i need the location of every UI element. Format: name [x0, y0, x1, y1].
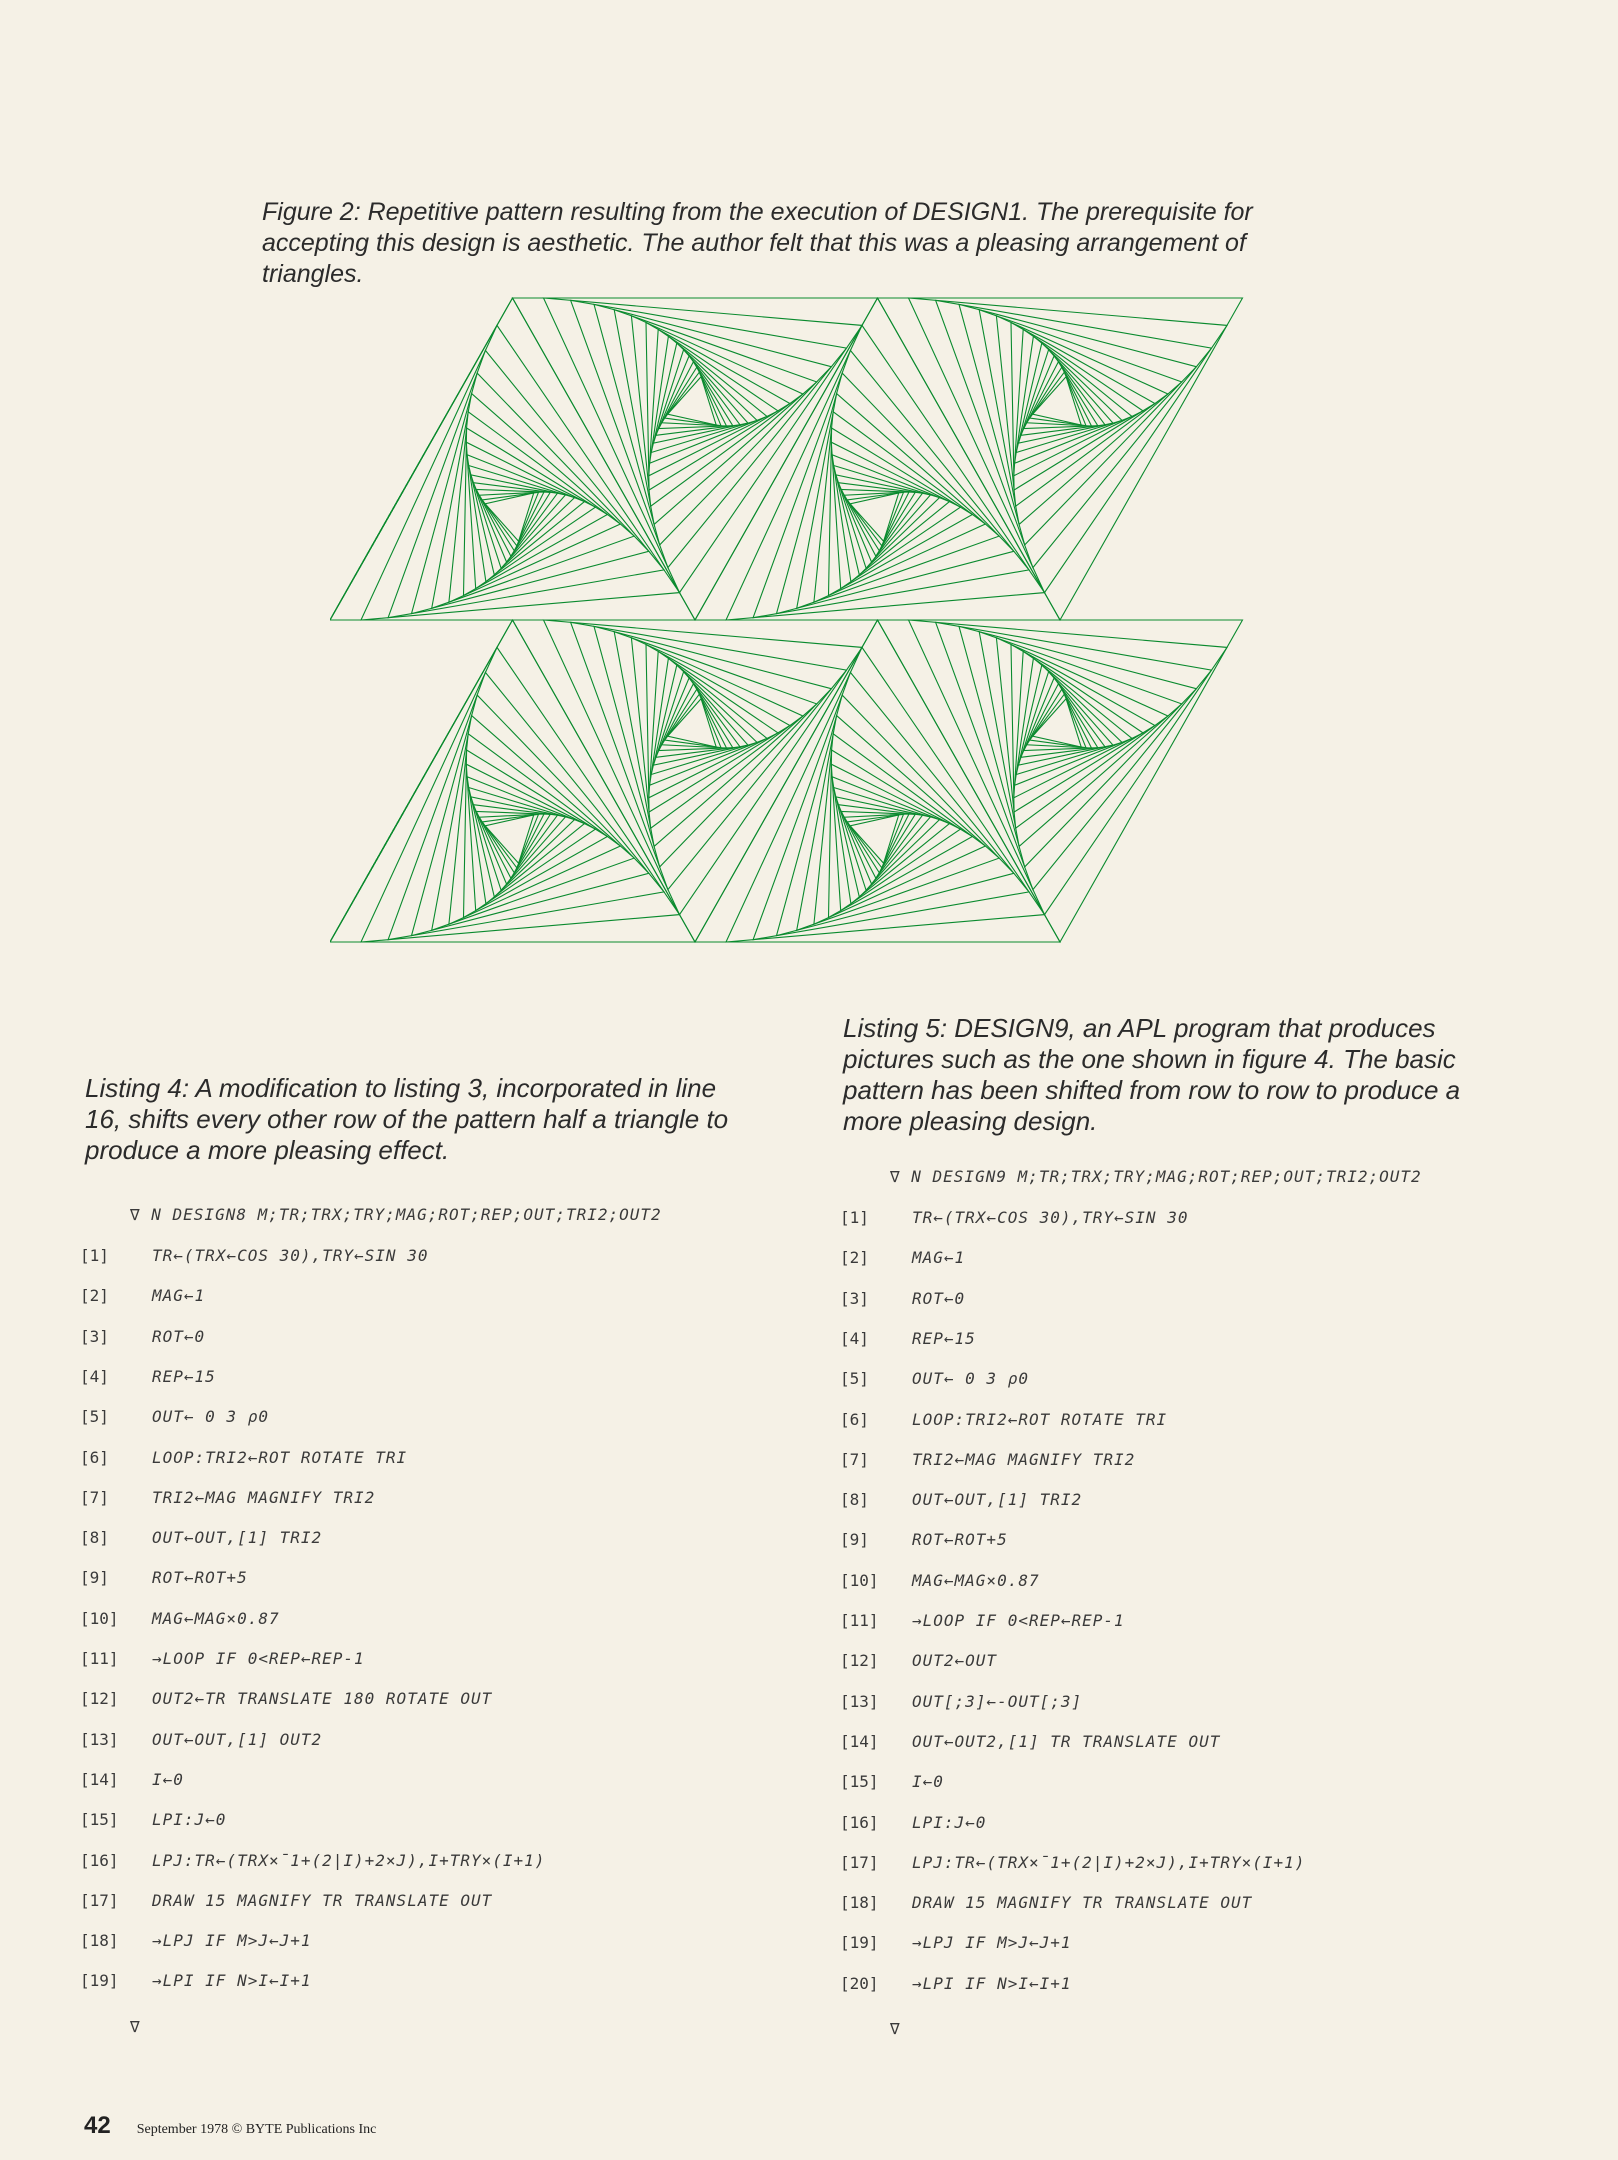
- pattern-triangle: [878, 298, 1243, 620]
- code-text: OUT←OUT,[1] TRI2: [912, 1490, 1083, 1510]
- code-line: [80, 1970, 780, 1992]
- line-number: [18]: [80, 1931, 119, 1951]
- line-number: [19]: [840, 1933, 879, 1953]
- line-number: [9]: [80, 1568, 109, 1588]
- code-text: OUT← 0 3 ρ0: [912, 1369, 1029, 1389]
- pattern-triangle: [695, 620, 1060, 942]
- code-text: I←0: [912, 1772, 944, 1792]
- code-text: ROT←0: [912, 1288, 966, 1308]
- code-line: [80, 1447, 780, 1469]
- code-text: DRAW 15 MAGNIFY TR TRANSLATE OUT: [152, 1890, 493, 1910]
- line-number: [1]: [840, 1208, 869, 1227]
- line-number: [3]: [80, 1326, 109, 1346]
- pattern-triangle: [850, 815, 899, 863]
- code-line: [840, 1529, 1540, 1551]
- code-line: [80, 1890, 780, 1912]
- line-number: [1]: [80, 1246, 109, 1265]
- code-text: TR←(TRX←COS 30),TRY←SIN 30: [152, 1246, 429, 1265]
- pattern-triangle: [1016, 343, 1122, 452]
- pattern-triangle: [1016, 665, 1122, 774]
- code-text: TRI2←MAG MAGNIFY TRI2: [152, 1487, 376, 1507]
- code-text: LOOP:TRI2←ROT ROTATE TRI: [912, 1409, 1168, 1429]
- code-text: →LOOP IF 0<REP←REP-1: [912, 1611, 1125, 1630]
- end-del-symbol: ∇: [130, 2016, 140, 2036]
- pattern-triangle: [375, 815, 402, 863]
- pattern-triangle: [668, 377, 717, 425]
- pattern-triangle: [878, 620, 1243, 942]
- code-line: [840, 1973, 1540, 1995]
- code-text: OUT2←TR TRANSLATE 180 ROTATE OUT: [152, 1689, 493, 1709]
- code-line: [840, 1570, 1540, 1592]
- code-line: [840, 1650, 1540, 1672]
- pattern-triangle: [432, 716, 635, 931]
- figure-caption: Figure 2: Repetitive pattern resulting from the execution of DESIGN1. The prerequisite for accepting this design is aesthetic. The author felt that this was a pleasing arrangement of triangles.: [262, 198, 1253, 288]
- pattern-triangle: [1014, 329, 1143, 475]
- code-text: REP←15: [912, 1328, 976, 1348]
- code-line: [80, 1567, 780, 1589]
- code-line: [80, 1930, 780, 1952]
- code-line: [80, 1729, 780, 1751]
- line-number: [2]: [840, 1248, 869, 1268]
- end-del-symbol: ∇: [890, 2019, 900, 2038]
- line-number: [15]: [80, 1810, 119, 1830]
- line-number: [6]: [80, 1447, 109, 1467]
- code-text: LPJ:TR←(TRX×¯1+(2|I)+2×J),I+TRY×(I+1): [912, 1852, 1306, 1872]
- pattern-triangle: [375, 493, 402, 541]
- code-text: →LPI IF N>I←I+1: [912, 1973, 1072, 1993]
- code-text: →LPJ IF M>J←J+1: [912, 1933, 1072, 1953]
- pattern-triangle: [388, 350, 664, 617]
- code-line: [840, 1409, 1540, 1431]
- line-number: [16]: [80, 1850, 119, 1870]
- pattern-triangle: [469, 466, 575, 575]
- code-line: [80, 1688, 780, 1710]
- line-number: [17]: [840, 1852, 879, 1872]
- code-text: MAG←MAG×0.87: [912, 1570, 1040, 1590]
- code-line: [840, 1368, 1540, 1390]
- code-line: [840, 1247, 1540, 1269]
- pattern-triangle: [649, 329, 778, 475]
- code-line: [840, 1852, 1540, 1874]
- pattern-triangle: [831, 764, 960, 910]
- code-line: [840, 1812, 1540, 1834]
- code-text: →LOOP IF 0<REP←REP-1: [152, 1649, 365, 1668]
- line-number: [4]: [840, 1328, 869, 1348]
- pattern-triangle: [513, 620, 878, 942]
- pattern-triangle: [388, 672, 664, 939]
- code-text: I←0: [152, 1769, 184, 1789]
- pattern-triangle: [330, 298, 695, 620]
- line-number: [7]: [840, 1449, 869, 1469]
- line-number: [5]: [840, 1369, 869, 1389]
- code-text: MAG←1: [152, 1286, 206, 1306]
- line-number: [14]: [80, 1769, 119, 1789]
- code-text: OUT← 0 3 ρ0: [152, 1407, 269, 1427]
- pattern-triangle: [651, 343, 757, 452]
- pattern-triangle: [831, 442, 960, 588]
- pattern-triangle: [649, 651, 778, 797]
- line-number: [9]: [840, 1530, 869, 1550]
- line-number: [11]: [80, 1649, 119, 1668]
- code-text: DRAW 15 MAGNIFY TR TRANSLATE OUT: [912, 1893, 1253, 1913]
- pattern-triangle: [979, 632, 1181, 847]
- code-text: REP←15: [152, 1366, 216, 1386]
- line-number: [11]: [840, 1611, 879, 1630]
- code-line: [840, 1610, 1540, 1632]
- pattern-triangle: [1033, 699, 1082, 747]
- code-text: ROT←0: [152, 1326, 206, 1346]
- triangle-pattern-figure: [330, 290, 1265, 950]
- page-footer: [84, 2112, 376, 2140]
- line-number: [12]: [80, 1689, 119, 1709]
- code-line: [840, 1731, 1540, 1753]
- line-number: [20]: [840, 1973, 879, 1993]
- line-number: [2]: [80, 1286, 109, 1306]
- code-text: OUT[;3]←-OUT[;3]: [912, 1691, 1083, 1711]
- code-text: MAG←1: [912, 1248, 966, 1268]
- pattern-triangle: [485, 815, 534, 863]
- pattern-triangle: [469, 788, 575, 897]
- code-text: →LPI IF N>I←I+1: [152, 1971, 312, 1991]
- line-number: [6]: [840, 1409, 869, 1429]
- pattern-triangle: [668, 699, 717, 747]
- code-line: [80, 1487, 780, 1509]
- pattern-triangle: [979, 310, 1181, 525]
- code-line: [80, 1769, 780, 1791]
- pattern-triangle: [797, 716, 1000, 931]
- line-number: [18]: [840, 1893, 879, 1913]
- line-number: [19]: [80, 1971, 119, 1991]
- code-line: [80, 1809, 780, 1831]
- code-line: [80, 1245, 780, 1267]
- line-number: [15]: [840, 1772, 879, 1792]
- code-text: TRI2←MAG MAGNIFY TRI2: [912, 1449, 1136, 1469]
- listing4-caption: Listing 4: A modification to listing 3, incorporated in line 16, shifts every other row of the pattern half a triangle to produce a more pleasing effect.: [85, 1073, 729, 1165]
- listing5-code: [840, 1167, 1580, 2037]
- code-line: [80, 1326, 780, 1348]
- code-text: →LPJ IF M>J←J+1: [152, 1931, 312, 1951]
- line-number: [10]: [80, 1608, 119, 1628]
- code-text: OUT2←OUT: [912, 1651, 998, 1671]
- line-number: [7]: [80, 1487, 109, 1507]
- code-line: [840, 1771, 1540, 1793]
- code-text: LPI:J←0: [912, 1812, 987, 1832]
- line-number: [10]: [840, 1570, 879, 1590]
- listing-header: ∇ N DESIGN9 M;TR;TRX;TRY;MAG;ROT;REP;OUT;TRI2;OUT2: [890, 1167, 1422, 1186]
- pattern-triangle: [330, 620, 695, 942]
- code-line: [80, 1366, 780, 1388]
- code-line: [840, 1932, 1540, 1954]
- pattern-triangle: [850, 493, 899, 541]
- code-line: [80, 1608, 780, 1630]
- code-line: [840, 1892, 1540, 1914]
- footer-credit: September 1978 © BYTE Publications Inc: [136, 2122, 377, 2137]
- listing-header: ∇ N DESIGN8 M;TR;TRX;TRY;MAG;ROT;REP;OUT;TRI2;OUT2: [130, 1205, 662, 1224]
- code-line: [80, 1527, 780, 1549]
- code-text: OUT←OUT,[1] OUT2: [152, 1729, 323, 1749]
- code-text: MAG←MAG×0.87: [152, 1608, 280, 1628]
- pattern-triangle: [466, 442, 595, 588]
- pattern-triangle: [834, 466, 940, 575]
- code-text: LPJ:TR←(TRX×¯1+(2|I)+2×J),I+TRY×(I+1): [152, 1850, 546, 1870]
- code-line: [840, 1288, 1540, 1310]
- line-number: [5]: [80, 1407, 109, 1427]
- pattern-triangle: [614, 310, 817, 525]
- code-text: ROT←ROT+5: [152, 1568, 248, 1588]
- pattern-triangle: [1014, 651, 1143, 797]
- line-number: [4]: [80, 1366, 109, 1386]
- pattern-triangle: [513, 298, 878, 620]
- code-text: OUT←OUT,[1] TRI2: [152, 1528, 323, 1548]
- line-number: [8]: [840, 1490, 869, 1510]
- code-line: [80, 1648, 780, 1670]
- line-number: [8]: [80, 1528, 109, 1548]
- pattern-triangle: [614, 632, 817, 847]
- code-text: ROT←ROT+5: [912, 1530, 1008, 1550]
- code-line: [840, 1207, 1540, 1229]
- line-number: [13]: [80, 1729, 119, 1749]
- page-number: 42: [84, 2112, 111, 2139]
- code-text: LOOP:TRI2←ROT ROTATE TRI: [152, 1447, 408, 1467]
- code-line: [840, 1328, 1540, 1350]
- code-text: LPI:J←0: [152, 1810, 227, 1830]
- pattern-triangle: [797, 394, 1000, 609]
- line-number: [3]: [840, 1288, 869, 1308]
- pattern-triangle: [695, 298, 1060, 620]
- line-number: [12]: [840, 1651, 879, 1671]
- pattern-triangle: [834, 788, 940, 897]
- pattern-triangle: [432, 394, 635, 609]
- line-number: [17]: [80, 1890, 119, 1910]
- code-line: [80, 1850, 780, 1872]
- pattern-triangle: [1033, 377, 1082, 425]
- code-line: [840, 1449, 1540, 1471]
- code-line: [840, 1691, 1540, 1713]
- code-line: [80, 1285, 780, 1307]
- line-number: [14]: [840, 1731, 879, 1751]
- code-line: [840, 1489, 1540, 1511]
- pattern-triangle: [466, 764, 595, 910]
- listing5-caption: Listing 5: DESIGN9, an APL program that produces pictures such as the one shown in figure 4. The basic pattern has been shifted from row to row to produce a more pleasing design.: [843, 1013, 1461, 1136]
- listing4-code: [80, 1205, 780, 2035]
- code-line: [80, 1406, 780, 1428]
- code-text: TR←(TRX←COS 30),TRY←SIN 30: [912, 1208, 1189, 1227]
- pattern-triangle: [651, 665, 757, 774]
- line-number: [16]: [840, 1812, 879, 1832]
- line-number: [13]: [840, 1691, 879, 1711]
- pattern-triangle: [485, 493, 534, 541]
- code-text: OUT←OUT2,[1] TR TRANSLATE OUT: [912, 1731, 1221, 1751]
